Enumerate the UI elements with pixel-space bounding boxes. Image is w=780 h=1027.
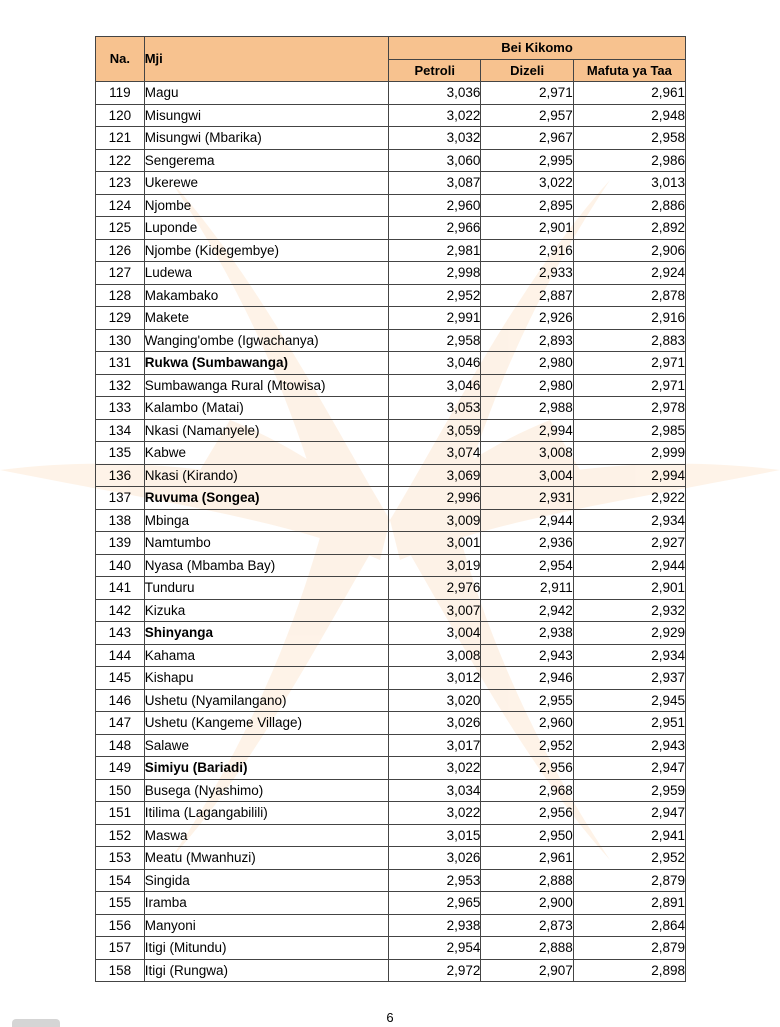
table-row bbox=[96, 892, 686, 915]
row-kerosene-price: 2,864 bbox=[573, 914, 685, 937]
table-row bbox=[96, 172, 686, 195]
row-diesel-price: 2,955 bbox=[481, 689, 573, 712]
table-row bbox=[96, 802, 686, 825]
row-number: 155 bbox=[96, 892, 145, 915]
row-diesel-price: 2,995 bbox=[481, 149, 573, 172]
row-diesel-price: 2,968 bbox=[481, 779, 573, 802]
row-number: 137 bbox=[96, 487, 145, 510]
row-petrol-price: 3,001 bbox=[389, 532, 481, 555]
row-diesel-price: 3,022 bbox=[481, 172, 573, 195]
table-row bbox=[96, 847, 686, 870]
row-diesel-price: 2,888 bbox=[481, 937, 573, 960]
row-petrol-price: 3,053 bbox=[389, 397, 481, 420]
row-diesel-price: 2,952 bbox=[481, 734, 573, 757]
table-row bbox=[96, 509, 686, 532]
row-number: 139 bbox=[96, 532, 145, 555]
row-number: 144 bbox=[96, 644, 145, 667]
row-diesel-price: 3,004 bbox=[481, 464, 573, 487]
row-petrol-price: 2,966 bbox=[389, 217, 481, 240]
row-kerosene-price: 2,878 bbox=[573, 284, 685, 307]
table-row bbox=[96, 532, 686, 555]
row-petrol-price: 2,998 bbox=[389, 262, 481, 285]
table-row bbox=[96, 599, 686, 622]
row-number: 148 bbox=[96, 734, 145, 757]
row-kerosene-price: 2,961 bbox=[573, 82, 685, 105]
row-city: Nyasa (Mbamba Bay) bbox=[144, 554, 388, 577]
row-kerosene-price: 2,901 bbox=[573, 577, 685, 600]
row-kerosene-price: 2,959 bbox=[573, 779, 685, 802]
row-kerosene-price: 2,883 bbox=[573, 329, 685, 352]
row-number: 143 bbox=[96, 622, 145, 645]
row-diesel-price: 2,950 bbox=[481, 824, 573, 847]
row-number: 149 bbox=[96, 757, 145, 780]
row-diesel-price: 2,956 bbox=[481, 757, 573, 780]
fuel-price-table bbox=[95, 36, 686, 982]
row-city: Meatu (Mwanhuzi) bbox=[144, 847, 388, 870]
row-kerosene-price: 2,934 bbox=[573, 644, 685, 667]
row-city: Nkasi (Namanyele) bbox=[144, 419, 388, 442]
row-city: Ushetu (Kangeme Village) bbox=[144, 712, 388, 735]
row-city: Luponde bbox=[144, 217, 388, 240]
row-kerosene-price: 2,879 bbox=[573, 937, 685, 960]
row-diesel-price: 2,907 bbox=[481, 959, 573, 982]
row-diesel-price: 2,933 bbox=[481, 262, 573, 285]
row-number: 146 bbox=[96, 689, 145, 712]
row-city: Njombe bbox=[144, 194, 388, 217]
row-diesel-price: 3,008 bbox=[481, 442, 573, 465]
table-row bbox=[96, 127, 686, 150]
row-petrol-price: 2,965 bbox=[389, 892, 481, 915]
row-city: Namtumbo bbox=[144, 532, 388, 555]
row-kerosene-price: 2,932 bbox=[573, 599, 685, 622]
row-petrol-price: 3,069 bbox=[389, 464, 481, 487]
row-number: 157 bbox=[96, 937, 145, 960]
row-diesel-price: 2,960 bbox=[481, 712, 573, 735]
row-city: Kalambo (Matai) bbox=[144, 397, 388, 420]
row-petrol-price: 2,958 bbox=[389, 329, 481, 352]
row-petrol-price: 2,952 bbox=[389, 284, 481, 307]
row-petrol-price: 3,087 bbox=[389, 172, 481, 195]
table-row bbox=[96, 374, 686, 397]
row-kerosene-price: 2,886 bbox=[573, 194, 685, 217]
row-city: Misungwi bbox=[144, 104, 388, 127]
row-petrol-price: 3,017 bbox=[389, 734, 481, 757]
row-number: 126 bbox=[96, 239, 145, 262]
row-number: 131 bbox=[96, 352, 145, 375]
col-header-city: Mji bbox=[144, 37, 388, 82]
row-diesel-price: 2,887 bbox=[481, 284, 573, 307]
table-row bbox=[96, 937, 686, 960]
row-diesel-price: 2,994 bbox=[481, 419, 573, 442]
row-diesel-price: 2,961 bbox=[481, 847, 573, 870]
row-city: Kishapu bbox=[144, 667, 388, 690]
row-diesel-price: 2,942 bbox=[481, 599, 573, 622]
row-petrol-price: 3,019 bbox=[389, 554, 481, 577]
table-row bbox=[96, 622, 686, 645]
row-petrol-price: 2,981 bbox=[389, 239, 481, 262]
table-row bbox=[96, 689, 686, 712]
row-city: Nkasi (Kirando) bbox=[144, 464, 388, 487]
row-kerosene-price: 2,898 bbox=[573, 959, 685, 982]
row-petrol-price: 3,034 bbox=[389, 779, 481, 802]
row-diesel-price: 2,946 bbox=[481, 667, 573, 690]
table-body bbox=[96, 82, 686, 982]
row-number: 138 bbox=[96, 509, 145, 532]
table-row bbox=[96, 464, 686, 487]
row-kerosene-price: 2,906 bbox=[573, 239, 685, 262]
row-kerosene-price: 2,943 bbox=[573, 734, 685, 757]
table-row bbox=[96, 667, 686, 690]
row-kerosene-price: 2,945 bbox=[573, 689, 685, 712]
row-petrol-price: 2,938 bbox=[389, 914, 481, 937]
row-number: 127 bbox=[96, 262, 145, 285]
row-petrol-price: 3,046 bbox=[389, 352, 481, 375]
col-header-group-price-cap: Bei Kikomo bbox=[389, 37, 686, 60]
row-petrol-price: 3,022 bbox=[389, 757, 481, 780]
row-diesel-price: 2,901 bbox=[481, 217, 573, 240]
table-row bbox=[96, 869, 686, 892]
row-city: Singida bbox=[144, 869, 388, 892]
row-diesel-price: 2,944 bbox=[481, 509, 573, 532]
row-petrol-price: 3,022 bbox=[389, 802, 481, 825]
row-diesel-price: 2,893 bbox=[481, 329, 573, 352]
row-number: 142 bbox=[96, 599, 145, 622]
row-kerosene-price: 2,999 bbox=[573, 442, 685, 465]
row-number: 122 bbox=[96, 149, 145, 172]
row-number: 124 bbox=[96, 194, 145, 217]
row-number: 140 bbox=[96, 554, 145, 577]
table-row bbox=[96, 712, 686, 735]
row-diesel-price: 2,980 bbox=[481, 374, 573, 397]
row-petrol-price: 2,954 bbox=[389, 937, 481, 960]
row-diesel-price: 2,900 bbox=[481, 892, 573, 915]
row-city: Sumbawanga Rural (Mtowisa) bbox=[144, 374, 388, 397]
row-number: 121 bbox=[96, 127, 145, 150]
table-row bbox=[96, 82, 686, 105]
row-kerosene-price: 2,947 bbox=[573, 802, 685, 825]
row-number: 134 bbox=[96, 419, 145, 442]
row-number: 120 bbox=[96, 104, 145, 127]
row-petrol-price: 3,009 bbox=[389, 509, 481, 532]
row-diesel-price: 2,888 bbox=[481, 869, 573, 892]
col-header-no: Na. bbox=[96, 37, 145, 82]
row-city: Misungwi (Mbarika) bbox=[144, 127, 388, 150]
row-diesel-price: 2,931 bbox=[481, 487, 573, 510]
row-diesel-price: 2,967 bbox=[481, 127, 573, 150]
table-row bbox=[96, 239, 686, 262]
row-city: Ludewa bbox=[144, 262, 388, 285]
row-diesel-price: 2,956 bbox=[481, 802, 573, 825]
table-row bbox=[96, 194, 686, 217]
row-city: Itigi (Rungwa) bbox=[144, 959, 388, 982]
row-diesel-price: 2,926 bbox=[481, 307, 573, 330]
row-petrol-price: 3,046 bbox=[389, 374, 481, 397]
table-row bbox=[96, 419, 686, 442]
table-row bbox=[96, 644, 686, 667]
row-number: 136 bbox=[96, 464, 145, 487]
row-number: 119 bbox=[96, 82, 145, 105]
row-kerosene-price: 2,971 bbox=[573, 374, 685, 397]
row-kerosene-price: 2,985 bbox=[573, 419, 685, 442]
row-kerosene-price: 2,951 bbox=[573, 712, 685, 735]
row-diesel-price: 2,980 bbox=[481, 352, 573, 375]
row-petrol-price: 2,960 bbox=[389, 194, 481, 217]
row-number: 133 bbox=[96, 397, 145, 420]
row-petrol-price: 3,020 bbox=[389, 689, 481, 712]
row-kerosene-price: 2,929 bbox=[573, 622, 685, 645]
row-petrol-price: 3,060 bbox=[389, 149, 481, 172]
col-header-diesel: Dizeli bbox=[481, 59, 573, 82]
row-petrol-price: 2,991 bbox=[389, 307, 481, 330]
row-city: Sengerema bbox=[144, 149, 388, 172]
row-city: Ushetu (Nyamilangano) bbox=[144, 689, 388, 712]
col-header-kerosene: Mafuta ya Taa bbox=[573, 59, 685, 82]
page-number: 6 bbox=[386, 1010, 394, 1025]
row-kerosene-price: 2,971 bbox=[573, 352, 685, 375]
row-diesel-price: 2,895 bbox=[481, 194, 573, 217]
table-row bbox=[96, 914, 686, 937]
row-number: 150 bbox=[96, 779, 145, 802]
row-diesel-price: 2,943 bbox=[481, 644, 573, 667]
row-kerosene-price: 2,947 bbox=[573, 757, 685, 780]
row-kerosene-price: 3,013 bbox=[573, 172, 685, 195]
row-number: 153 bbox=[96, 847, 145, 870]
row-kerosene-price: 2,978 bbox=[573, 397, 685, 420]
row-number: 154 bbox=[96, 869, 145, 892]
row-diesel-price: 2,954 bbox=[481, 554, 573, 577]
table-row bbox=[96, 577, 686, 600]
row-diesel-price: 2,988 bbox=[481, 397, 573, 420]
row-number: 130 bbox=[96, 329, 145, 352]
row-petrol-price: 3,059 bbox=[389, 419, 481, 442]
row-petrol-price: 2,972 bbox=[389, 959, 481, 982]
row-diesel-price: 2,957 bbox=[481, 104, 573, 127]
table-row bbox=[96, 329, 686, 352]
row-diesel-price: 2,911 bbox=[481, 577, 573, 600]
row-number: 145 bbox=[96, 667, 145, 690]
row-petrol-price: 3,004 bbox=[389, 622, 481, 645]
row-petrol-price: 3,032 bbox=[389, 127, 481, 150]
row-city: Simiyu (Bariadi) bbox=[144, 757, 388, 780]
table-row bbox=[96, 734, 686, 757]
table-row bbox=[96, 284, 686, 307]
row-kerosene-price: 2,927 bbox=[573, 532, 685, 555]
row-diesel-price: 2,971 bbox=[481, 82, 573, 105]
row-number: 147 bbox=[96, 712, 145, 735]
table-row bbox=[96, 397, 686, 420]
table-row bbox=[96, 104, 686, 127]
row-kerosene-price: 2,891 bbox=[573, 892, 685, 915]
row-city: Ruvuma (Songea) bbox=[144, 487, 388, 510]
row-petrol-price: 3,015 bbox=[389, 824, 481, 847]
row-city: Mbinga bbox=[144, 509, 388, 532]
col-header-petrol: Petroli bbox=[389, 59, 481, 82]
row-kerosene-price: 2,994 bbox=[573, 464, 685, 487]
row-petrol-price: 3,074 bbox=[389, 442, 481, 465]
row-petrol-price: 2,996 bbox=[389, 487, 481, 510]
row-number: 129 bbox=[96, 307, 145, 330]
row-petrol-price: 3,007 bbox=[389, 599, 481, 622]
row-kerosene-price: 2,948 bbox=[573, 104, 685, 127]
row-number: 132 bbox=[96, 374, 145, 397]
row-city: Njombe (Kidegembye) bbox=[144, 239, 388, 262]
row-diesel-price: 2,873 bbox=[481, 914, 573, 937]
table-row bbox=[96, 757, 686, 780]
row-city: Kabwe bbox=[144, 442, 388, 465]
table-row bbox=[96, 217, 686, 240]
row-kerosene-price: 2,922 bbox=[573, 487, 685, 510]
row-kerosene-price: 2,952 bbox=[573, 847, 685, 870]
row-city: Kahama bbox=[144, 644, 388, 667]
row-number: 123 bbox=[96, 172, 145, 195]
table-row bbox=[96, 824, 686, 847]
row-kerosene-price: 2,941 bbox=[573, 824, 685, 847]
row-petrol-price: 3,022 bbox=[389, 104, 481, 127]
row-city: Manyoni bbox=[144, 914, 388, 937]
row-city: Magu bbox=[144, 82, 388, 105]
row-city: Itigi (Mitundu) bbox=[144, 937, 388, 960]
row-number: 152 bbox=[96, 824, 145, 847]
row-city: Makete bbox=[144, 307, 388, 330]
row-kerosene-price: 2,958 bbox=[573, 127, 685, 150]
row-number: 125 bbox=[96, 217, 145, 240]
row-city: Maswa bbox=[144, 824, 388, 847]
row-city: Ukerewe bbox=[144, 172, 388, 195]
row-diesel-price: 2,938 bbox=[481, 622, 573, 645]
table-row bbox=[96, 554, 686, 577]
row-number: 128 bbox=[96, 284, 145, 307]
row-diesel-price: 2,936 bbox=[481, 532, 573, 555]
row-city: Busega (Nyashimo) bbox=[144, 779, 388, 802]
row-kerosene-price: 2,937 bbox=[573, 667, 685, 690]
row-number: 135 bbox=[96, 442, 145, 465]
row-kerosene-price: 2,892 bbox=[573, 217, 685, 240]
row-number: 158 bbox=[96, 959, 145, 982]
table-row bbox=[96, 487, 686, 510]
table-row bbox=[96, 779, 686, 802]
row-petrol-price: 3,026 bbox=[389, 712, 481, 735]
table-row bbox=[96, 149, 686, 172]
table-row bbox=[96, 262, 686, 285]
row-city: Salawe bbox=[144, 734, 388, 757]
table-row bbox=[96, 442, 686, 465]
row-city: Tunduru bbox=[144, 577, 388, 600]
row-city: Kizuka bbox=[144, 599, 388, 622]
row-city: Iramba bbox=[144, 892, 388, 915]
row-city: Rukwa (Sumbawanga) bbox=[144, 352, 388, 375]
row-kerosene-price: 2,916 bbox=[573, 307, 685, 330]
row-petrol-price: 3,026 bbox=[389, 847, 481, 870]
table-row bbox=[96, 352, 686, 375]
row-number: 156 bbox=[96, 914, 145, 937]
row-petrol-price: 3,012 bbox=[389, 667, 481, 690]
row-petrol-price: 3,036 bbox=[389, 82, 481, 105]
row-petrol-price: 2,976 bbox=[389, 577, 481, 600]
row-city: Wanging'ombe (Igwachanya) bbox=[144, 329, 388, 352]
table-row bbox=[96, 959, 686, 982]
row-kerosene-price: 2,879 bbox=[573, 869, 685, 892]
row-city: Itilima (Lagangabilili) bbox=[144, 802, 388, 825]
row-number: 141 bbox=[96, 577, 145, 600]
scroll-tab bbox=[12, 1019, 60, 1027]
row-diesel-price: 2,916 bbox=[481, 239, 573, 262]
row-kerosene-price: 2,934 bbox=[573, 509, 685, 532]
table-row bbox=[96, 307, 686, 330]
row-city: Shinyanga bbox=[144, 622, 388, 645]
row-petrol-price: 3,008 bbox=[389, 644, 481, 667]
row-city: Makambako bbox=[144, 284, 388, 307]
row-kerosene-price: 2,944 bbox=[573, 554, 685, 577]
row-kerosene-price: 2,986 bbox=[573, 149, 685, 172]
row-kerosene-price: 2,924 bbox=[573, 262, 685, 285]
row-number: 151 bbox=[96, 802, 145, 825]
row-petrol-price: 2,953 bbox=[389, 869, 481, 892]
